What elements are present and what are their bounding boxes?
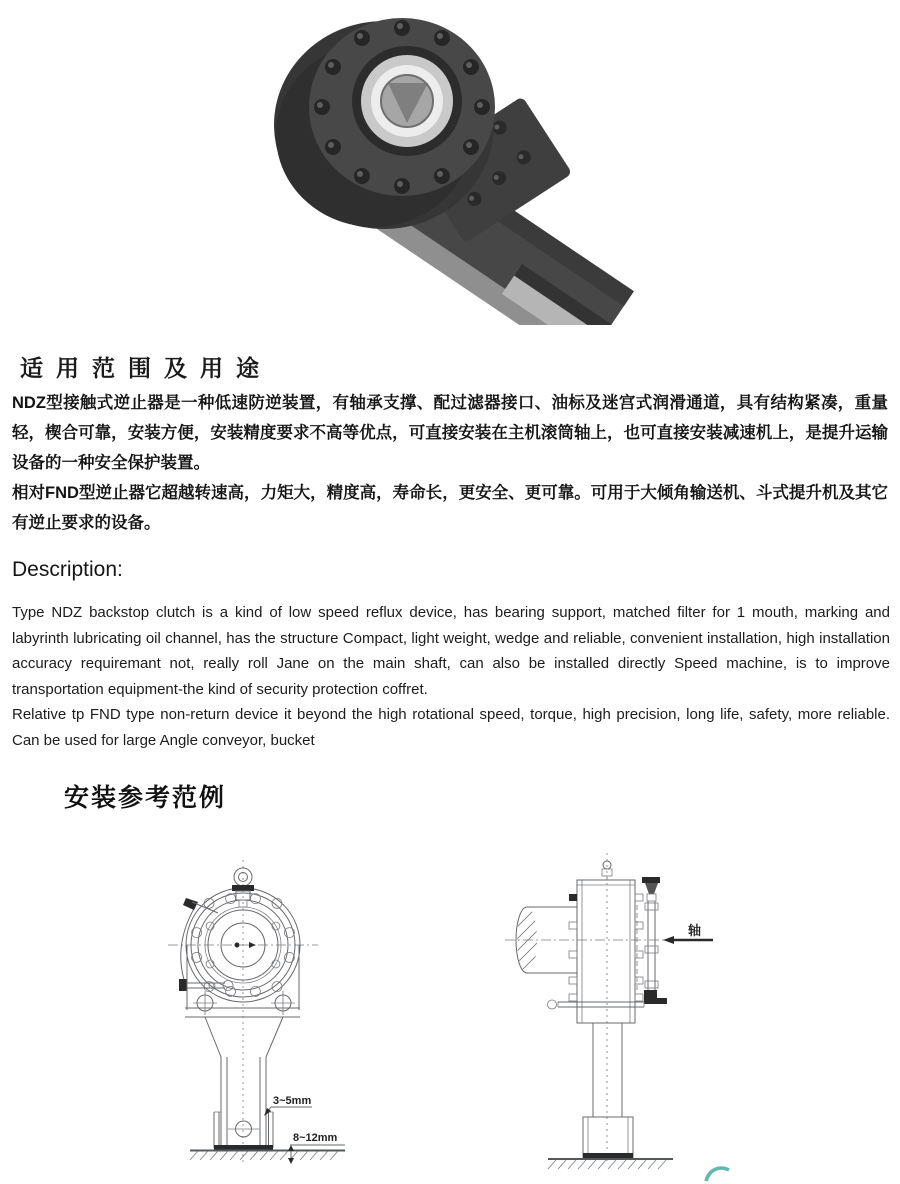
application-text <box>12 388 888 538</box>
dimension-depth <box>288 1132 345 1164</box>
description-paragraph-2: Relative tp FND type non-return device it beyond the high rotational speed, torque, high precision, long life, safety, more reliable. Can be used for large Angle conveyor, bucket <box>12 706 890 749</box>
application-heading: 适用范围及用途 <box>20 355 272 381</box>
shaft-label: 轴 <box>688 923 702 938</box>
ground-side <box>548 1159 673 1169</box>
installation-side-view-drawing <box>470 850 770 1184</box>
retaining-pocket <box>214 1112 273 1150</box>
oil-level-gauge <box>642 877 667 1004</box>
ground-front <box>190 1151 345 1161</box>
application-paragraph-2: 相对FND型逆止器它超越转速高，力矩大，精度高，寿命长，更安全、更可靠。可用于大倾角输送机、斗式提升机及其它有逆止要求的设备。 <box>12 484 888 532</box>
clutch-head <box>274 18 495 229</box>
installation-front-view-drawing <box>140 852 400 1167</box>
torque-arm-side <box>593 1023 622 1117</box>
product-photo <box>270 5 670 325</box>
description-heading: Description: <box>12 558 123 581</box>
dimension-gap <box>264 1095 312 1116</box>
retaining-pocket-side <box>583 1117 633 1158</box>
drive-shaft <box>510 892 577 994</box>
application-paragraph-1: NDZ型接触式逆止器是一种低速防逆装置，有轴承支撑、配过滤器接口、油标及迷宫式润滑通道，具有结构紧凑，重量轻，楔合可靠，安装方便，安装精度要求不高等优点，可直接安装在主机滚筒轴上，也可直接安装减速机上，是提升运输设备的一种安全保护装置。 <box>12 394 888 472</box>
gap-label: 3~5mm <box>273 1095 312 1107</box>
installation-heading: 安装参考范例 <box>64 784 227 812</box>
watermark-fragment <box>706 1168 729 1181</box>
bottom-flange <box>548 1000 645 1009</box>
depth-label: 8~12mm <box>293 1132 338 1144</box>
mounting-bracket <box>185 945 300 1057</box>
torque-arm <box>221 1057 266 1145</box>
breather-valve <box>602 861 612 880</box>
description-text <box>12 600 890 753</box>
description-paragraph-1: Type NDZ backstop clutch is a kind of low speed reflux device, has bearing support, matched filter for 1 mouth, marking and labyrinth lubricating oil channel, has the structure Compact, light weight, wedge and reliable, convenient installation, high installation accuracy requiremant not, really roll Jane on the main shaft, can also be installed directly Speed machine, is to improve transportation equipment-the kind of security protection coffret. <box>12 604 890 698</box>
shaft-callout <box>663 923 713 944</box>
